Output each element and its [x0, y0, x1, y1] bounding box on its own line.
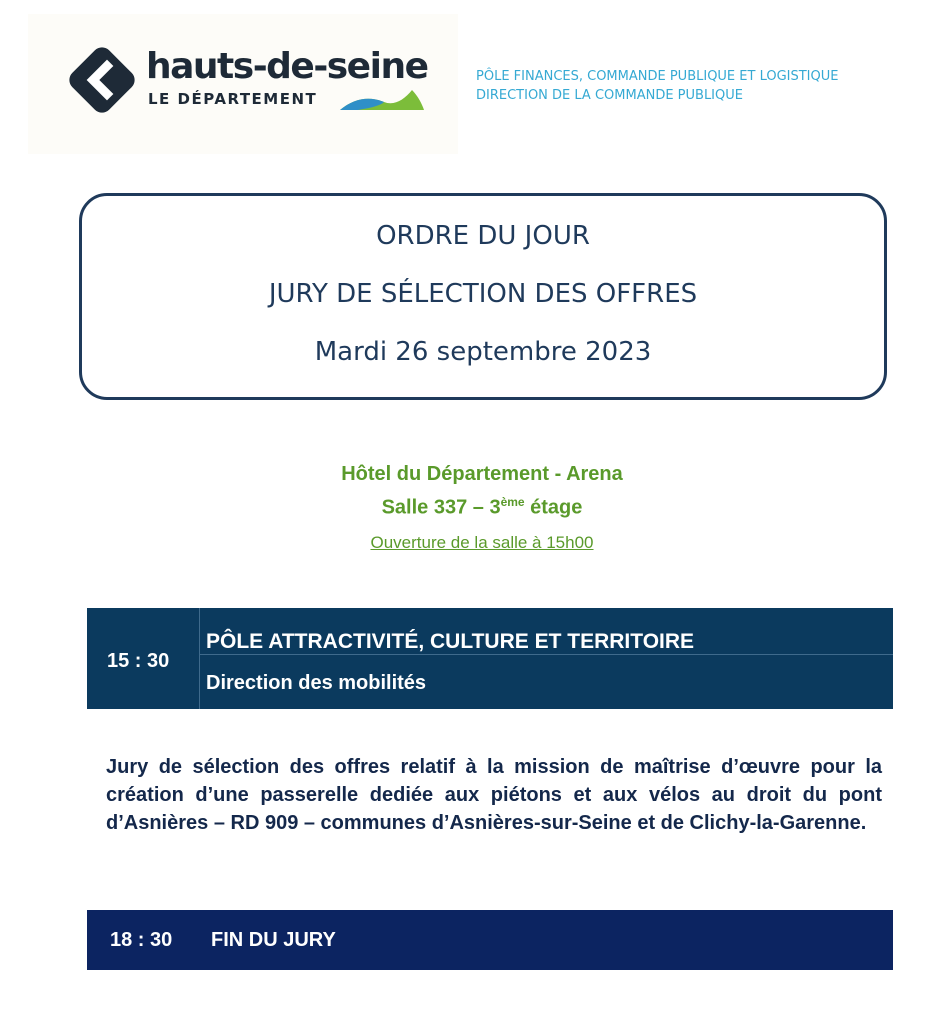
department-line-direction: DIRECTION DE LA COMMANDE PUBLIQUE	[476, 88, 743, 103]
agenda-end-label: FIN DU JURY	[211, 929, 336, 951]
title-box	[79, 193, 887, 400]
agenda-item-pole: PÔLE ATTRACTIVITÉ, CULTURE ET TERRITOIRE	[206, 630, 695, 653]
department-line-pole: PÔLE FINANCES, COMMANDE PUBLIQUE ET LOGISTIQUE	[476, 69, 839, 84]
meeting-date: Mardi 26 septembre 2023	[314, 337, 652, 367]
jury-heading: JURY DE SÉLECTION DES OFFRES	[268, 279, 698, 309]
venue-floor-ordinal: ème	[500, 495, 525, 509]
venue-room-number: Salle 337 – 3	[381, 496, 501, 519]
venue-floor-word: étage	[524, 496, 583, 519]
agenda-end-time: 18 : 30	[110, 929, 173, 951]
logo-name: hauts-de-seine	[146, 46, 428, 87]
agenda-heading: ORDRE DU JOUR	[376, 221, 590, 251]
divider	[200, 654, 893, 655]
room-opening-time: Ouverture de la salle à 15h00	[370, 533, 594, 552]
department-lines	[476, 67, 838, 105]
agenda-item-description: Jury de sélection des offres relatif à la mission de maîtrise d’œuvre pour la création d’une passerelle dediée aux piétons et aux vélos au droit du pont d’Asnières – RD 909 – communes d’Asnières-sur-Seine et de Clichy-la-Garenne.	[106, 756, 882, 834]
agenda-item-header	[87, 608, 893, 709]
agenda-item-time: 15 : 30	[107, 650, 170, 672]
divider	[199, 608, 200, 709]
venue-building: Hôtel du Département - Arena	[341, 463, 623, 485]
agenda-end-header	[87, 910, 893, 970]
logo-subtitle: LE DÉPARTEMENT	[148, 90, 318, 108]
venue-room	[0, 495, 932, 520]
hills-icon	[340, 86, 424, 114]
agenda-item-direction: Direction des mobilités	[206, 672, 427, 694]
department-logo-icon	[62, 40, 142, 120]
